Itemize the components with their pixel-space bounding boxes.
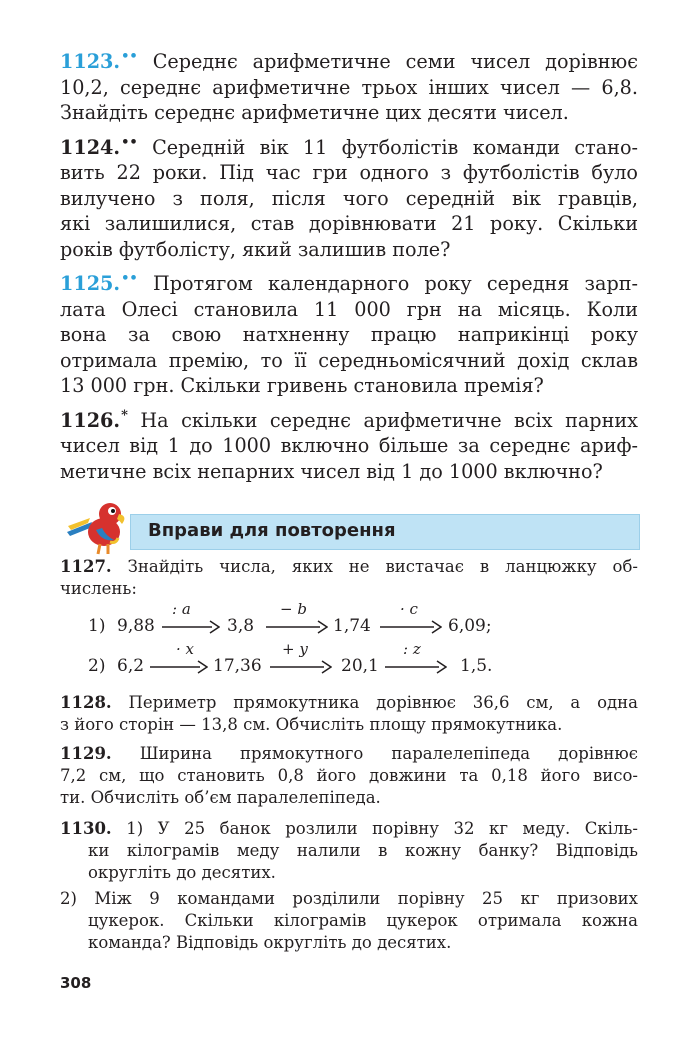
chain-value: 1,5. bbox=[460, 656, 493, 676]
difficulty-mark: •• bbox=[121, 134, 138, 150]
problem-text: отримала премію, то її середньомісячний дохід склав bbox=[60, 348, 638, 372]
problems-top bbox=[60, 44, 638, 488]
problem-number: 1130. bbox=[60, 819, 112, 838]
problem-text: 10,2, середнє арифметичне трьох інших чисел — 6,8. bbox=[60, 75, 638, 99]
chain-operation: : a bbox=[172, 600, 191, 618]
chain-value: 6,2 bbox=[117, 656, 145, 676]
problem-text: числень: bbox=[60, 579, 137, 598]
problem-text: Середнє арифметичне семи чисел дорівнює bbox=[152, 50, 638, 73]
problem-number: 1127. bbox=[60, 557, 112, 576]
problem-number: 1129. bbox=[60, 744, 112, 763]
difficulty-mark: * bbox=[121, 407, 128, 423]
problem-text: вить 22 роки. Під час гри одного з футболістів було bbox=[60, 161, 638, 184]
problem-text: 7,2 см, що становить 0,8 його довжини та 0,18 його висо- bbox=[60, 766, 638, 785]
problem-text: округліть до десятих. bbox=[88, 863, 276, 882]
chain-operation: : z bbox=[403, 640, 421, 658]
page-number: 308 bbox=[60, 974, 92, 992]
problem-text: ки кілограмів меду налили в кожну банку? Відповідь bbox=[88, 841, 638, 860]
problem-number: 1126. bbox=[60, 408, 121, 432]
problem-text: На скільки середнє арифметичне всіх парних bbox=[140, 408, 638, 432]
problem-number: 1125. bbox=[60, 272, 121, 295]
problem-1127 bbox=[60, 556, 638, 600]
chain-operation: − b bbox=[280, 600, 307, 618]
problem-1130 bbox=[60, 818, 638, 954]
problem-text: Знайдіть середнє арифметичне цих десяти чисел. bbox=[60, 101, 569, 124]
problem-text: Протягом календарного року середня зарп- bbox=[152, 272, 638, 295]
problem-text: 1) У 25 банок розлили порівну 32 кг меду. Скіль- bbox=[126, 819, 638, 838]
chain-operation: · x bbox=[176, 640, 194, 658]
parrot-icon bbox=[62, 492, 142, 562]
problem-text: Периметр прямокутника дорівнює 36,6 см, а одна bbox=[128, 693, 638, 712]
chain-value: 6,09; bbox=[448, 616, 492, 636]
problem-text: років футболісту, який залишив поле? bbox=[60, 237, 451, 261]
problem-text: які залишилися, став дорівнювати 21 року. Скільки bbox=[60, 212, 638, 235]
problem-text: Знайдіть числа, яких не вистачає в ланцюжку об- bbox=[127, 557, 638, 576]
arrow-icon bbox=[266, 620, 328, 634]
arrow-icon bbox=[385, 660, 447, 674]
problem-1128 bbox=[60, 692, 638, 736]
problem-text: ти. Обчисліть об’єм паралелепіпеда. bbox=[60, 788, 381, 807]
chain-value: 1,74 bbox=[333, 616, 371, 636]
problem-1123 bbox=[60, 44, 638, 126]
problem-text: лата Олесі становила 11 000 грн на місяць. Коли bbox=[60, 297, 638, 321]
problem-number: 1128. bbox=[60, 693, 112, 712]
problem-text: Середній вік 11 футболістів команди стано- bbox=[152, 135, 638, 159]
problem-text: вилучено з поля, після чого середній вік гравців, bbox=[60, 186, 638, 210]
section-title: Вправи для повторення bbox=[148, 520, 396, 541]
problem-text: чисел від 1 до 1000 включно більше за середнє ариф- bbox=[60, 434, 638, 457]
chain-value: 17,36 bbox=[213, 656, 262, 676]
problem-text: Ширина прямокутного паралелепіпеда дорівнює bbox=[139, 744, 638, 763]
difficulty-mark: •• bbox=[121, 271, 138, 286]
chain-value: 20,1 bbox=[341, 656, 379, 676]
problem-number: 1123. bbox=[60, 50, 121, 73]
problem-text: 13 000 грн. Скільки гривень становила премія? bbox=[60, 374, 544, 397]
arrow-icon bbox=[150, 660, 208, 674]
chain-value: 9,88 bbox=[117, 616, 155, 636]
arrow-icon bbox=[380, 620, 442, 634]
problem-1129 bbox=[60, 743, 638, 809]
problem-text: вона за свою натхненну працю наприкінці року bbox=[60, 323, 638, 346]
chain-label: 2) bbox=[88, 656, 106, 676]
problem-1126 bbox=[60, 403, 638, 485]
chain-value: 3,8 bbox=[227, 616, 255, 636]
problem-number: 1124. bbox=[60, 135, 121, 159]
problem-text: метичне всіх непарних чисел від 1 до 1000 включно? bbox=[60, 459, 603, 483]
problem-text: команда? Відповідь округліть до десятих. bbox=[88, 933, 452, 952]
problem-text: з його сторін — 13,8 см. Обчисліть площу прямокутника. bbox=[60, 715, 563, 734]
difficulty-mark: •• bbox=[121, 49, 138, 64]
problem-text: 2) Між 9 командами розділили порівну 25 кг призових bbox=[60, 889, 638, 908]
arrow-icon bbox=[270, 660, 332, 674]
chain-operation: + y bbox=[282, 640, 308, 658]
problem-text: цукерок. Скільки кілограмів цукерок отримала кожна bbox=[88, 911, 638, 930]
problem-1125 bbox=[60, 266, 638, 399]
chain-operation: · c bbox=[400, 600, 418, 618]
arrow-icon bbox=[162, 620, 220, 634]
chain-label: 1) bbox=[88, 616, 106, 636]
problem-1124 bbox=[60, 130, 638, 263]
